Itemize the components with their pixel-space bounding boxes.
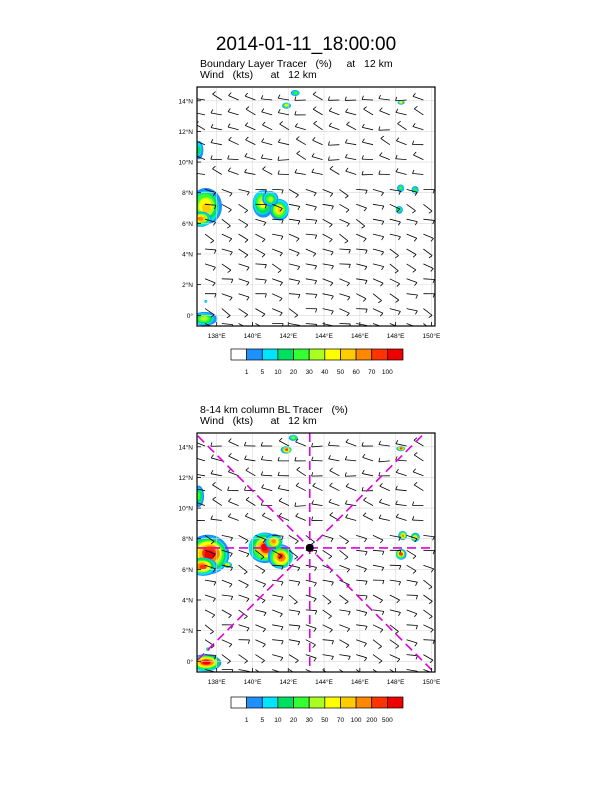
colorbar-box [387, 697, 403, 708]
wind-barb-flag [381, 327, 383, 330]
x-tick-label: 140°E [243, 679, 262, 686]
tracer-area [282, 103, 291, 109]
colorbar-box [372, 697, 388, 708]
tracer-level-9 [400, 447, 402, 449]
y-tick-label: 6°N [182, 220, 193, 228]
colorbar-label: 100 [350, 717, 362, 724]
colorbar-label: 5 [260, 369, 265, 376]
tracer-level-9 [286, 448, 289, 450]
y-tick-label: 4°N [182, 597, 193, 605]
wind-barb-flag [362, 676, 365, 678]
colorbar-box [372, 349, 388, 360]
wind-barb-flag [398, 327, 401, 330]
x-tick-label: 148°E [386, 679, 405, 686]
colorbar-box [247, 697, 263, 708]
colorbar-label: 60 [352, 369, 360, 376]
wind-barb-flag [431, 673, 433, 676]
tracer-level-6 [285, 104, 288, 106]
y-tick-label: 10°N [178, 505, 193, 513]
x-tick-label: 146°E [350, 333, 369, 340]
y-tick-label: 10°N [178, 159, 193, 167]
tracer-level-5 [268, 197, 273, 202]
colorbar-label: 30 [305, 717, 313, 724]
colorbar-box [325, 349, 341, 360]
colorbar-label: 30 [305, 369, 313, 376]
tracer-level-2 [205, 300, 207, 302]
wind-barb-flag [194, 485, 196, 488]
colorbar-label: 100 [381, 369, 393, 376]
tracer-level-6 [400, 101, 402, 103]
y-tick-label: 8°N [182, 536, 193, 544]
colorbar-box [278, 697, 294, 708]
main-title: 2014-01-11_18:00:00 [215, 34, 397, 55]
wind-barb-flag [214, 672, 216, 675]
colorbar-box [231, 697, 247, 708]
wind-barb-flag [345, 676, 348, 678]
track-center-marker [306, 544, 314, 552]
x-tick-label: 140°E [243, 333, 262, 340]
tracer-area [289, 435, 298, 441]
panel2-title: 8-14 km column BL Tracer (%) [200, 404, 348, 416]
panel1-title: Boundary Layer Tracer (%) at 12 km [200, 58, 393, 70]
y-tick-label: 14°N [178, 444, 193, 452]
tracer-level-4 [414, 189, 417, 192]
colorbar-box [309, 349, 325, 360]
colorbar-label: 1 [244, 369, 249, 376]
wind-barb-flag [414, 327, 417, 330]
map-panel-2 [10, 248, 610, 792]
wind-barb-flag [194, 470, 196, 474]
wind-barb-flag [246, 329, 249, 332]
wind-barb-flag [194, 517, 195, 521]
colorbar-label: 70 [368, 369, 376, 376]
colorbar-label: 50 [321, 717, 329, 724]
wind-barb-flag [396, 675, 399, 678]
colorbar-label: 5 [260, 717, 265, 724]
colorbar-box [294, 349, 310, 360]
colorbar-label: 50 [336, 369, 345, 376]
tracer-level-5 [292, 436, 295, 438]
x-tick-label: 150°E [422, 679, 441, 686]
colorbar-label: 10 [274, 369, 282, 376]
wind-barb-flag [313, 674, 316, 677]
wind-barb-flag [212, 328, 215, 331]
colorbar-box [309, 697, 325, 708]
wind-barb-flag [262, 329, 265, 332]
colorbar-label: 20 [289, 717, 298, 724]
tracer-level-8 [271, 539, 276, 543]
colorbar-label: 200 [366, 717, 378, 724]
wind-barb-flag [194, 169, 196, 173]
tracer-area [291, 90, 300, 96]
colorbar-label: 20 [289, 369, 298, 376]
y-tick-label: 0° [186, 658, 193, 666]
wind-barb-flag [295, 675, 298, 678]
y-tick-label: 12°N [178, 474, 193, 482]
wind-barb-flag [194, 109, 196, 112]
colorbar-box [356, 349, 372, 360]
colorbar-label: 1 [244, 717, 249, 724]
colorbar-box [247, 349, 263, 360]
y-tick-label: 8°N [182, 190, 193, 198]
y-tick-label: 2°N [182, 628, 193, 636]
colorbar-label: 40 [321, 369, 329, 376]
wind-barb-flag [194, 95, 196, 99]
tracer-level-4 [400, 186, 403, 189]
x-tick-label: 144°E [315, 679, 333, 686]
tracer-level-4 [294, 92, 297, 94]
x-tick-label: 138°E [207, 679, 226, 686]
map-contents [10, 248, 610, 792]
colorbar-box [262, 349, 278, 360]
y-tick-label: 6°N [182, 566, 193, 574]
colorbar-label: 10 [274, 717, 282, 724]
wind-barb-flag [280, 673, 282, 676]
colorbar-box [356, 697, 372, 708]
tracer-level-7 [226, 564, 228, 566]
colorbar-2 [231, 697, 403, 724]
x-tick-label: 138°E [207, 333, 226, 340]
tracer-area [193, 486, 204, 507]
tracer-level-8 [402, 535, 404, 537]
colorbar-box [278, 349, 294, 360]
tracer-level-8 [198, 217, 204, 221]
colorbar-box [231, 349, 247, 360]
colorbar-box [294, 697, 310, 708]
tracer-area [190, 211, 211, 226]
x-tick-label: 142°E [279, 679, 298, 686]
map-panel-1 [178, 87, 441, 340]
colorbar-box [262, 697, 278, 708]
x-tick-label: 150°E [422, 333, 441, 340]
x-tick-label: 142°E [279, 333, 298, 340]
tracer-area [189, 558, 218, 576]
track-overlay [10, 248, 610, 792]
panel2-subtitle: Wind (kts) at 12 km [200, 415, 317, 427]
panel1-subtitle: Wind (kts) at 12 km [200, 69, 317, 81]
wind-barb-flag [379, 675, 382, 678]
colorbar-label: 500 [381, 717, 393, 724]
colorbar-box [340, 349, 356, 360]
colorbar-box [387, 349, 403, 360]
x-tick-label: 148°E [386, 333, 405, 340]
y-tick-label: 0° [186, 312, 193, 320]
colorbar-1 [231, 349, 403, 376]
y-tick-label: 4°N [182, 251, 193, 259]
colorbar-box [325, 697, 341, 708]
tracer-area [204, 300, 207, 303]
colorbar-label: 70 [336, 717, 345, 724]
y-tick-label: 2°N [182, 282, 193, 290]
wind-barb [328, 145, 339, 146]
tracer-level-5 [200, 316, 208, 320]
tracer-level-9 [400, 553, 403, 556]
colorbar-box [340, 697, 356, 708]
x-tick-label: 144°E [315, 333, 333, 340]
y-tick-label: 14°N [178, 98, 193, 106]
y-tick-label: 12°N [178, 128, 193, 136]
wind-barb [423, 640, 434, 641]
wind-barb-flag [261, 676, 264, 678]
x-tick-label: 146°E [350, 679, 369, 686]
